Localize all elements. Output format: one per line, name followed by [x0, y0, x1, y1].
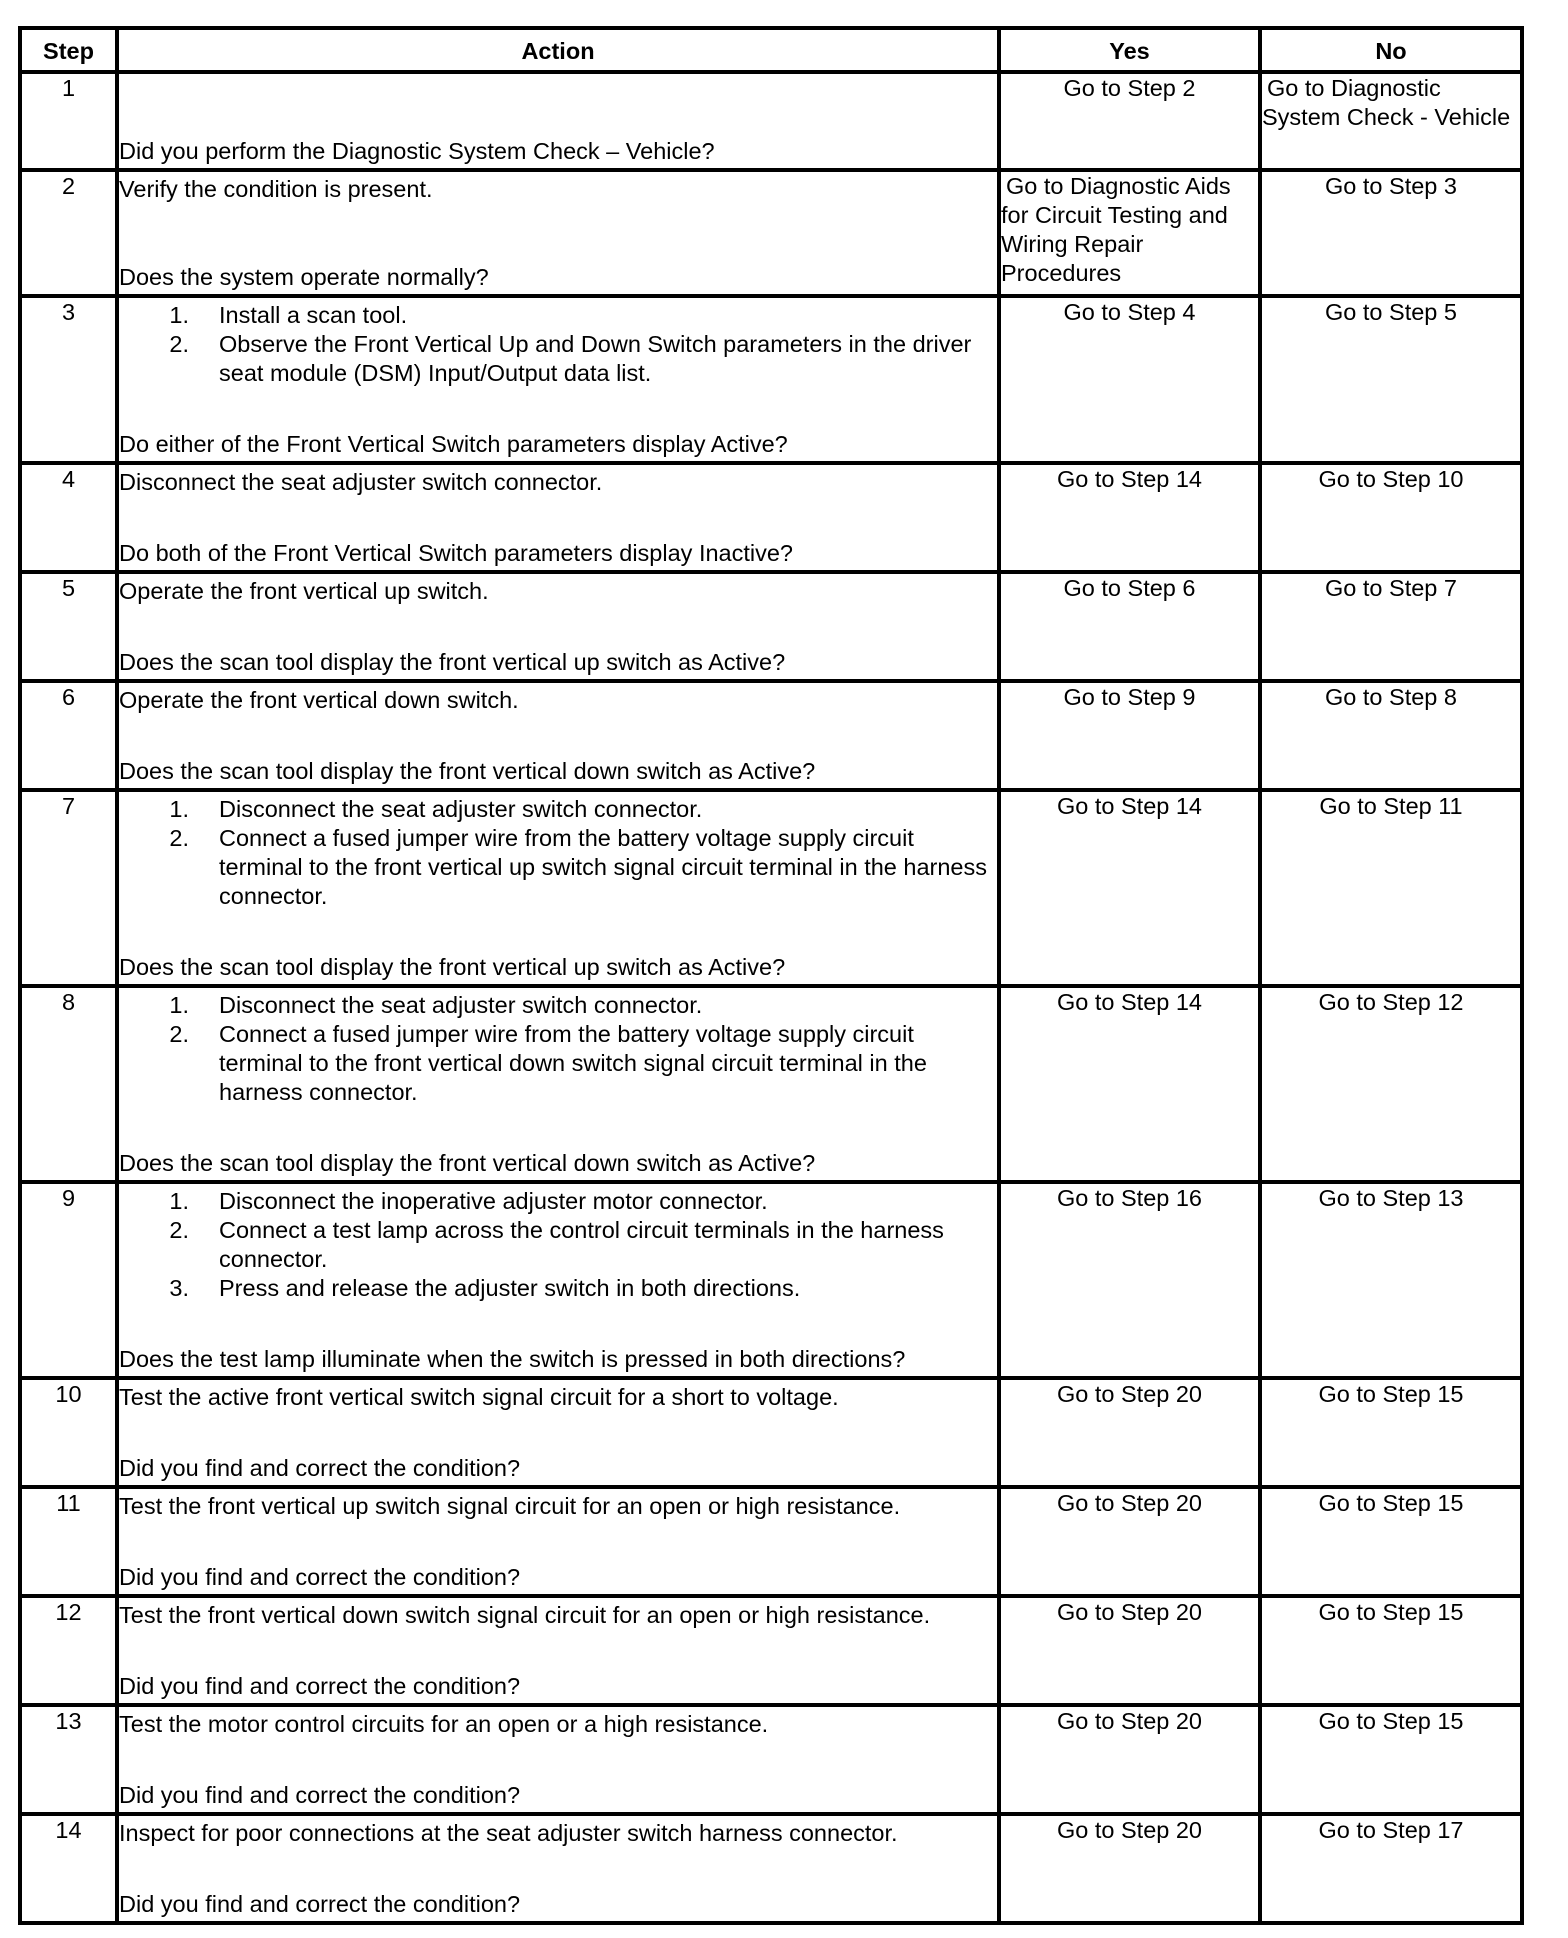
table-row [20, 170, 1522, 296]
step-number: 11 [20, 1487, 117, 1596]
action-instruction: Verify the condition is present. [119, 176, 433, 202]
action-instruction: Test the active front vertical switch signal circuit for a short to voltage. [119, 1384, 839, 1410]
table-row [20, 1705, 1522, 1814]
action-question: Did you perform the Diagnostic System Check – Vehicle? [119, 138, 715, 164]
table-body [20, 72, 1522, 1923]
no-outcome: Go to Step 17 [1260, 1814, 1522, 1923]
no-outcome: Go to Step 5 [1260, 296, 1522, 463]
action-step-item: 2. Observe the Front Vertical Up and Down Switch parameters in the driver seat module (DSM) Input/Output data list. [119, 330, 997, 388]
yes-outcome: Go to Step 9 [999, 681, 1260, 790]
no-header: No [1260, 28, 1522, 72]
action-cell [117, 1814, 999, 1923]
no-outcome: Go to Step 10 [1260, 463, 1522, 572]
action-cell [117, 463, 999, 572]
header-row [20, 28, 1522, 72]
action-step-item: 1. Disconnect the seat adjuster switch connector. [119, 991, 997, 1020]
action-cell [117, 681, 999, 790]
action-cell [117, 1378, 999, 1487]
action-step-text: Disconnect the inoperative adjuster motor connector. [219, 1188, 768, 1214]
table-row [20, 1487, 1522, 1596]
yes-outcome: Go to Step 6 [999, 572, 1260, 681]
yes-outcome: Go to Step 16 [999, 1182, 1260, 1378]
action-step-text: Connect a fused jumper wire from the battery voltage supply circuit terminal to the front vertical down switch signal circuit terminal in the harness connector. [219, 1021, 927, 1105]
action-step-item: 2. Connect a fused jumper wire from the battery voltage supply circuit terminal to the front vertical down switch signal circuit terminal in the harness connector. [119, 1020, 997, 1107]
table-row [20, 681, 1522, 790]
action-question: Did you find and correct the condition? [119, 1564, 521, 1590]
action-question: Does the system operate normally? [119, 264, 489, 290]
no-outcome: Go to Step 11 [1260, 790, 1522, 986]
step-number: 8 [20, 986, 117, 1182]
action-step-text: Press and release the adjuster switch in both directions. [219, 1275, 801, 1301]
action-step-item: 1. Install a scan tool. [119, 301, 997, 330]
table-row [20, 463, 1522, 572]
action-question: Did you find and correct the condition? [119, 1782, 521, 1808]
action-step-text: Disconnect the seat adjuster switch connector. [219, 796, 703, 822]
step-number: 12 [20, 1596, 117, 1705]
action-step-text: Observe the Front Vertical Up and Down Switch parameters in the driver seat module (DSM) Input/Output data list. [219, 331, 972, 386]
table-row [20, 572, 1522, 681]
action-step-item: 3. Press and release the adjuster switch in both directions. [119, 1274, 997, 1303]
action-step-item: 1. Disconnect the seat adjuster switch connector. [119, 795, 997, 824]
action-question: Does the test lamp illuminate when the switch is pressed in both directions? [119, 1346, 906, 1372]
action-cell [117, 1596, 999, 1705]
no-outcome: Go to Step 15 [1260, 1705, 1522, 1814]
action-instruction: Test the motor control circuits for an open or a high resistance. [119, 1711, 769, 1737]
yes-outcome: Go to Step 20 [999, 1596, 1260, 1705]
action-cell [117, 296, 999, 463]
action-header: Action [117, 28, 999, 72]
action-cell [117, 1705, 999, 1814]
action-instruction: Operate the front vertical down switch. [119, 687, 519, 713]
step-number: 2 [20, 170, 117, 296]
yes-outcome: Go to Step 2 [999, 72, 1260, 170]
table-row [20, 986, 1522, 1182]
yes-outcome: Go to Step 14 [999, 463, 1260, 572]
action-question: Did you find and correct the condition? [119, 1455, 521, 1481]
step-header: Step [20, 28, 117, 72]
action-instruction: Operate the front vertical up switch. [119, 578, 489, 604]
no-outcome: Go to Step 15 [1260, 1378, 1522, 1487]
table-row [20, 296, 1522, 463]
step-number: 5 [20, 572, 117, 681]
table-row [20, 72, 1522, 170]
no-outcome: Go to Step 7 [1260, 572, 1522, 681]
step-number: 7 [20, 790, 117, 986]
yes-outcome: Go to Step 20 [999, 1705, 1260, 1814]
yes-outcome: Go to Step 20 [999, 1378, 1260, 1487]
action-question: Do either of the Front Vertical Switch parameters display Active? [119, 431, 788, 457]
no-outcome: Go to Step 15 [1260, 1596, 1522, 1705]
action-question: Does the scan tool display the front vertical up switch as Active? [119, 954, 786, 980]
action-step-item: 2. Connect a test lamp across the control circuit terminals in the harness connector. [119, 1216, 997, 1274]
yes-outcome: Go to Step 14 [999, 986, 1260, 1182]
action-question: Does the scan tool display the front vertical up switch as Active? [119, 649, 786, 675]
action-question: Does the scan tool display the front vertical down switch as Active? [119, 1150, 816, 1176]
action-steps-list [119, 991, 997, 1107]
action-question: Did you find and correct the condition? [119, 1891, 521, 1917]
action-step-item: 2. Connect a fused jumper wire from the battery voltage supply circuit terminal to the front vertical up switch signal circuit terminal in the harness connector. [119, 824, 997, 911]
table-row [20, 1596, 1522, 1705]
yes-outcome: Go to Step 20 [999, 1487, 1260, 1596]
action-instruction: Disconnect the seat adjuster switch connector. [119, 469, 603, 495]
action-cell [117, 72, 999, 170]
action-question: Does the scan tool display the front vertical down switch as Active? [119, 758, 816, 784]
action-steps-list [119, 1187, 997, 1303]
table-row [20, 1182, 1522, 1378]
step-number: 4 [20, 463, 117, 572]
action-cell [117, 1487, 999, 1596]
step-number: 1 [20, 72, 117, 170]
action-question: Did you find and correct the condition? [119, 1673, 521, 1699]
table-row [20, 1814, 1522, 1923]
diagnostic-table [18, 26, 1524, 1925]
table-row [20, 790, 1522, 986]
action-step-item: 1. Disconnect the inoperative adjuster motor connector. [119, 1187, 997, 1216]
step-number: 14 [20, 1814, 117, 1923]
action-question: Do both of the Front Vertical Switch parameters display Inactive? [119, 540, 793, 566]
action-cell [117, 572, 999, 681]
yes-outcome: Go to Step 4 [999, 296, 1260, 463]
step-number: 13 [20, 1705, 117, 1814]
action-cell [117, 986, 999, 1182]
action-steps-list [119, 795, 997, 911]
no-outcome: Go to Step 15 [1260, 1487, 1522, 1596]
step-number: 6 [20, 681, 117, 790]
no-outcome: Go to Step 12 [1260, 986, 1522, 1182]
no-outcome: Go to Step 13 [1260, 1182, 1522, 1378]
action-cell [117, 170, 999, 296]
action-step-text: Disconnect the seat adjuster switch connector. [219, 992, 703, 1018]
action-cell [117, 790, 999, 986]
no-outcome: Go to Step 8 [1260, 681, 1522, 790]
yes-outcome: Go to Step 20 [999, 1814, 1260, 1923]
action-step-text: Connect a fused jumper wire from the battery voltage supply circuit terminal to the front vertical up switch signal circuit terminal in the harness connector. [219, 825, 987, 909]
action-steps-list [119, 301, 997, 388]
step-number: 10 [20, 1378, 117, 1487]
yes-outcome: Go to Step 14 [999, 790, 1260, 986]
action-instruction: Inspect for poor connections at the seat adjuster switch harness connector. [119, 1820, 898, 1846]
action-step-text: Connect a test lamp across the control circuit terminals in the harness connector. [219, 1217, 944, 1272]
action-step-text: Install a scan tool. [219, 302, 408, 328]
action-instruction: Test the front vertical down switch signal circuit for an open or high resistance. [119, 1602, 931, 1628]
no-outcome: Go to Step 3 [1260, 170, 1522, 296]
action-cell [117, 1182, 999, 1378]
action-instruction: Test the front vertical up switch signal circuit for an open or high resistance. [119, 1493, 901, 1519]
step-number: 9 [20, 1182, 117, 1378]
yes-outcome: Go to Diagnostic Aids for Circuit Testing and Wiring Repair Procedures [999, 170, 1260, 296]
yes-header: Yes [999, 28, 1260, 72]
step-number: 3 [20, 296, 117, 463]
no-outcome: Go to Diagnostic System Check - Vehicle [1260, 72, 1522, 170]
table-row [20, 1378, 1522, 1487]
